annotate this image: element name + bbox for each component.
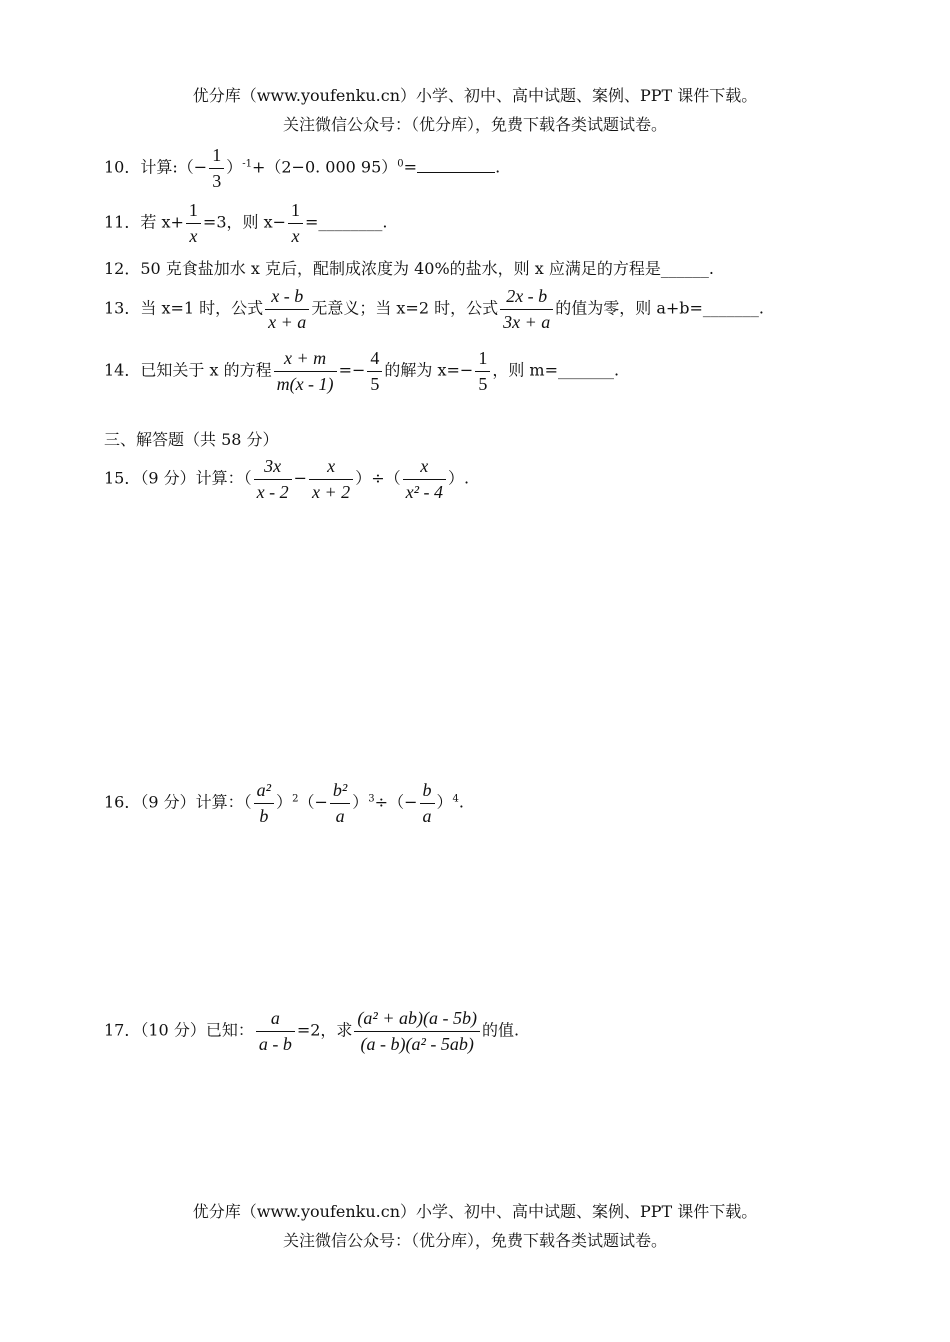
q10-text-a: 计算:（−: [140, 157, 208, 177]
exponent: -1: [242, 158, 252, 170]
q10-text-d: =: [403, 157, 418, 177]
q10-end: .: [495, 157, 501, 177]
q15-text-c: ）÷（: [355, 468, 401, 488]
q13-text-a: 当 x=1 时，公式: [140, 298, 264, 318]
footer-line-2: 关注微信公众号：（优分库），免费下载各类试题试卷。: [282, 1231, 667, 1250]
header-line-2: 关注微信公众号：（优分库），免费下载各类试题试卷。: [282, 115, 667, 134]
question-number: 14．: [104, 360, 141, 380]
q11-text-c: =________.: [305, 212, 388, 232]
exponent: 4: [452, 793, 459, 805]
fraction: $\frac{2x - b}{3x + a}$: [500, 284, 553, 334]
question-12: 12．50 克食盐加水 x 克后，配制成浓度为 40%的盐水，则 x 应满足的方程是______.: [104, 259, 714, 278]
fraction: $\frac{1}{x}$: [186, 198, 201, 248]
q15-text-d: ）.: [448, 468, 470, 488]
q16-text-d: ）: [352, 792, 369, 812]
question-16: [104, 778, 464, 828]
q16-text-c: （−: [298, 792, 328, 812]
q16-text-f: ）: [436, 792, 453, 812]
q17-text-c: 的值.: [481, 1020, 520, 1040]
question-11: [104, 198, 388, 248]
fraction: $\frac{1}{x}$: [288, 198, 303, 248]
fraction: $\frac{x - b}{x + a}$: [265, 284, 309, 334]
q11-text-b: =3，则 x−: [202, 212, 287, 232]
q16-text-a: （9 分）计算：（: [140, 792, 252, 812]
answer-blank[interactable]: [417, 158, 495, 173]
exponent: 0: [397, 158, 404, 170]
fraction: $\frac{\text{(a² + ab)(a - 5b)}}{\text{(a - b)(a² - 5ab)}}$: [354, 1006, 480, 1056]
exponent: 3: [368, 793, 375, 805]
fraction: $\frac{1}{5}$: [475, 346, 490, 396]
question-15: [104, 454, 469, 504]
footer-line-1: 优分库（www.youfenku.cn）小学、初中、高中试题、案例、PPT 课件下载。: [192, 1202, 758, 1221]
q15-text-a: （9 分）计算：（: [140, 468, 252, 488]
q10-text-b: ）: [226, 157, 243, 177]
question-number: 11．: [104, 212, 141, 232]
fraction: $\frac{1}{3}$: [209, 143, 224, 193]
fraction: $\frac{\text{b²}}{a}$: [330, 778, 350, 828]
q14-text-b: =−: [338, 360, 366, 380]
question-number: 15．: [104, 468, 141, 488]
fraction: $\frac{\text{a²}}{b}$: [254, 778, 274, 828]
q14-text-d: ，则 m=_______.: [492, 360, 620, 380]
q17-text-b: =2，求: [296, 1020, 353, 1040]
q16-text-e: ÷（−: [374, 792, 418, 812]
question-10: [104, 143, 500, 193]
q17-text-a: （10 分）已知：: [140, 1020, 254, 1040]
fraction: $\frac{x + m}{m(x - 1)}$: [274, 346, 337, 396]
question-17: [104, 1006, 519, 1056]
question-number: 13．: [104, 298, 141, 318]
q14-text-a: 已知关于 x 的方程: [140, 360, 272, 380]
fraction: $\frac{x}{x + 2}$: [309, 454, 353, 504]
question-number: 10．: [104, 157, 141, 177]
q13-text-c: 的值为零，则 a+b=_______.: [555, 298, 765, 318]
q16-text-g: .: [458, 792, 464, 812]
q13-text-b: 无意义；当 x=2 时，公式: [311, 298, 499, 318]
question-number: 16．: [104, 792, 141, 812]
section-title: 三、解答题（共 58 分）: [104, 430, 279, 449]
header-line-1: 优分库（www.youfenku.cn）小学、初中、高中试题、案例、PPT 课件下载。: [192, 86, 758, 105]
fraction: $\frac{3x}{x - 2}$: [254, 454, 292, 504]
q10-text-c: +（2−0. 000 95）: [251, 157, 398, 177]
fraction: $\frac{4}{5}$: [367, 346, 382, 396]
fraction: $\frac{b}{a}$: [420, 778, 435, 828]
fraction: $\frac{x}{\text{x² - 4}}$: [403, 454, 446, 504]
fraction: $\frac{a}{a - b}$: [256, 1006, 295, 1056]
q11-text-a: 若 x+: [140, 212, 184, 232]
question-13: [104, 284, 764, 334]
question-14: [104, 346, 619, 396]
q14-text-c: 的解为 x=−: [384, 360, 474, 380]
question-number: 17．: [104, 1020, 141, 1040]
q15-text-b: −: [293, 468, 308, 488]
exponent: 2: [292, 793, 299, 805]
q16-text-b: ）: [276, 792, 293, 812]
